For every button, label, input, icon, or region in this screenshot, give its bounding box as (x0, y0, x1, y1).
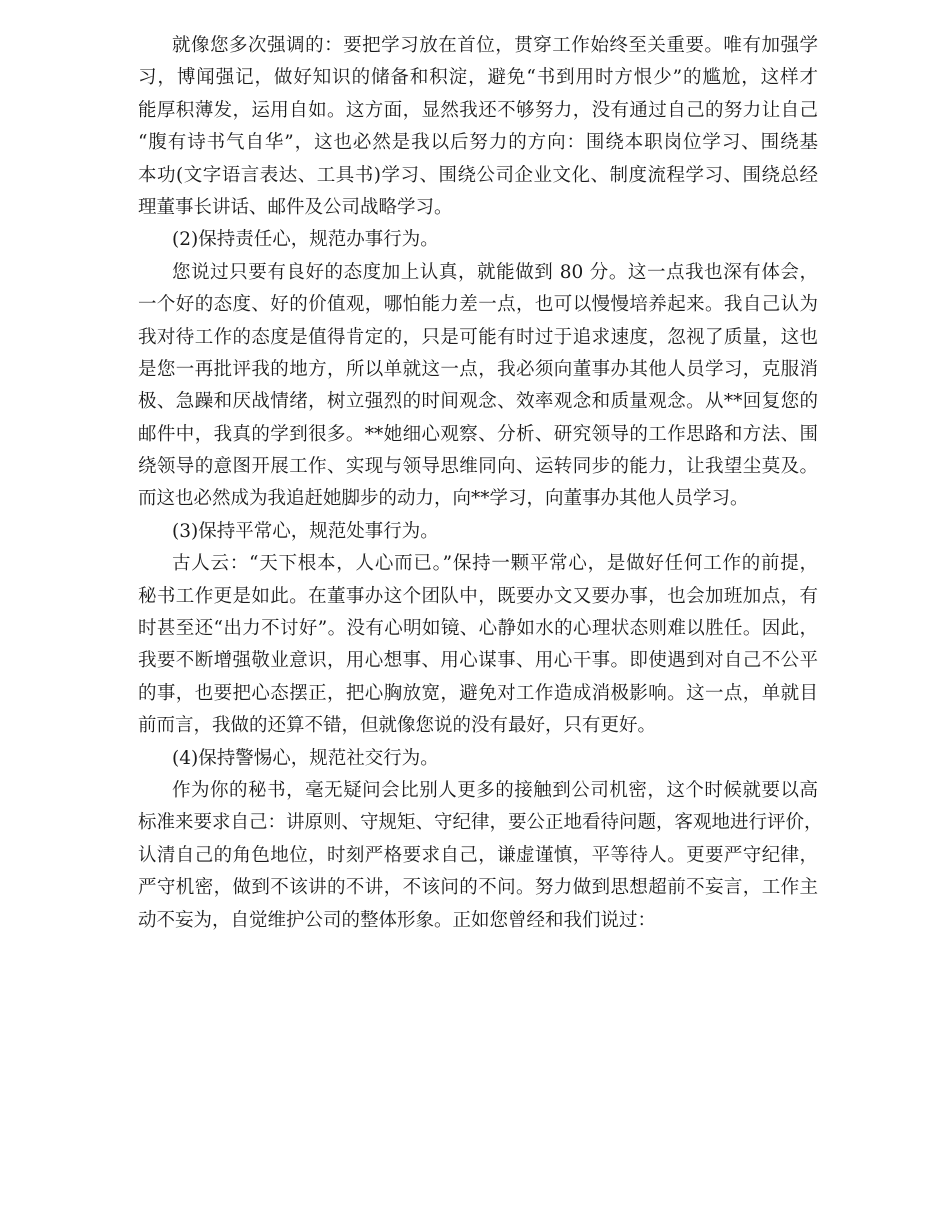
paragraph-line: 我对待工作的态度是值得肯定的，只是可能有时过于追求速度，忽视了质量，这也 (138, 326, 818, 348)
paragraph-line: 邮件中，我真的学到很多。**她细心观察、分析、研究领导的工作思路和方法、围 (138, 423, 818, 445)
paragraph-line: 我要不断增强敬业意识，用心想事、用心谋事、用心干事。即使遇到对自己不公平 (138, 650, 818, 672)
paragraph-line: 本功(文字语言表达、工具书)学习、围绕公司企业文化、制度流程学习、围绕总经 (138, 164, 818, 186)
paragraph-line: 认清自己的角色地位，时刻严格要求自己，谦虚谨慎，平等待人。更要严守纪律， (138, 844, 818, 866)
paragraph-line: 能厚积薄发，运用自如。这方面，显然我还不够努力，没有通过自己的努力让自己 (138, 99, 818, 121)
paragraph-line: 一个好的态度、好的价值观，哪怕能力差一点，也可以慢慢培养起来。我自己认为 (138, 294, 818, 316)
paragraph-line: 的事，也要把心态摆正，把心胸放宽，避免对工作造成消极影响。这一点，单就目 (138, 682, 818, 704)
paragraph-line: 标准来要求自己：讲原则、守规矩、守纪律，要公正地看待问题，客观地进行评价， (138, 812, 823, 834)
paragraph-line: 严守机密，做到不该讲的不讲，不该问的不问。努力做到思想超前不妄言，工作主 (138, 877, 818, 899)
paragraph-first-line: (3)保持平常心，规范处事行为。 (172, 520, 439, 542)
paragraph-line: 时甚至还“出力不讨好”。没有心明如镜、心静如水的心理状态则难以胜任。因此， (138, 618, 818, 640)
paragraph-line: 秘书工作更是如此。在董事办这个团队中，既要办文又要办事，也会加班加点，有 (138, 585, 818, 607)
paragraph-line: 动不妄为，自觉维护公司的整体形象。正如您曾经和我们说过： (138, 909, 657, 931)
paragraph-first-line: (2)保持责任心，规范办事行为。 (172, 229, 439, 251)
paragraph-first-line: (4)保持警惕心，规范社交行为。 (172, 747, 439, 769)
paragraph-line: 而这也必然成为我追赶她脚步的动力，向**学习，向董事办其他人员学习。 (138, 488, 749, 510)
paragraph-first-line: 古人云：“天下根本，人心而已。”保持一颗平常心，是做好任何工作的前提， (172, 553, 818, 575)
paragraph-line: “腹有诗书气自华”，这也必然是我以后努力的方向：围绕本职岗位学习、围绕基 (138, 132, 818, 154)
paragraph-line: 习，博闻强记，做好知识的储备和积淀，避免“书到用时方恨少”的尴尬，这样才 (138, 67, 818, 89)
paragraph-first-line: 作为你的秘书，毫无疑问会比别人更多的接触到公司机密，这个时候就要以高 (172, 779, 818, 801)
paragraph-first-line: 您说过只要有良好的态度加上认真，就能做到 80 分。这一点我也深有体会， (172, 261, 818, 283)
paragraph-line: 理董事长讲话、邮件及公司战略学习。 (138, 196, 453, 218)
paragraph-line: 绕领导的意图开展工作、实现与领导思维同向、运转同步的能力，让我望尘莫及。 (138, 456, 818, 478)
document-body (138, 30, 823, 937)
paragraph-line: 前而言，我做的还算不错，但就像您说的没有最好，只有更好。 (138, 715, 657, 737)
paragraph-first-line: 就像您多次强调的：要把学习放在首位，贯穿工作始终至关重要。唯有加强学 (172, 35, 818, 56)
paragraph-line: 极、急躁和厌战情绪，树立强烈的时间观念、效率观念和质量观念。从**回复您的 (138, 391, 818, 413)
paragraph-line: 是您一再批评我的地方，所以单就这一点，我必须向董事办其他人员学习，克服消 (138, 358, 818, 380)
